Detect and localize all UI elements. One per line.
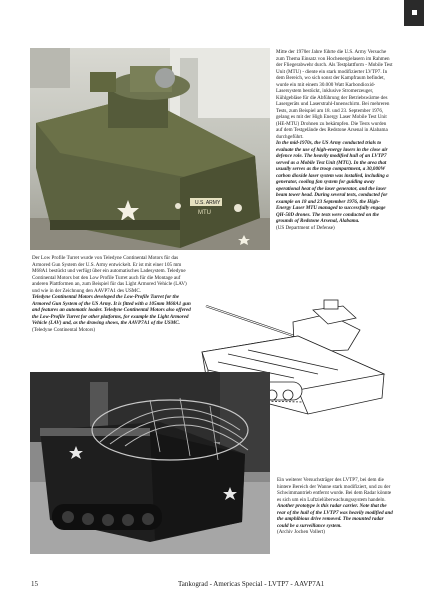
caption-low-profile-turret xyxy=(32,255,192,333)
caption-english: Another prototype is this radar carrier. Note that the rear of the hull of the LVTP7 was heavily modified and the amphibious drive removed. The mounted radar could be a surveillance system. xyxy=(277,503,393,529)
footer-title: Tankograd - Americas Special - LVTP7 - AAVP7A1 xyxy=(178,580,325,588)
caption-german: Ein weiterer Versuchsträger des LVTP7, bei dem die hintere Bereich der Wanne stark modifiziert, und zu der Schwimmantrieb entfernt wurde. Bei dem Radar könnte es sich um ein Luftzielüberwachungssystem handeln. xyxy=(277,477,392,503)
caption-source: (US Department of Defense) xyxy=(276,224,335,231)
svg-text:U.S. ARMY: U.S. ARMY xyxy=(195,200,221,206)
caption-source: (Teledyne Continental Motors) xyxy=(32,326,96,333)
laser-test-vehicle-photo xyxy=(30,48,270,250)
page-number: 15 xyxy=(31,580,38,588)
caption-source: (Archiv Jochen Vollert) xyxy=(277,529,325,535)
caption-german: Mitte der 1970er Jahre führte die U.S. Army Versuche zum Thema Einsatz von Hochenergielasern im Rahmen der Fliegerabwehr durch. Als Testplattform - Mobile Test Unit (MTU) - diente ein stark modifizierter LVTP7. In dem Bereich, wo sich sonst der Kampfraum befindet, wurde ein mit einem 30.000 Watt Karbondioxid-Lasersystem bestückt, inklusive Stromerzeuger, Kühlgebläse für die Abführung der Betriebswärme des Lasergeräts und Laserstrahl-Innenschirm. Bei mehreren Tests, zum Beispiel am 18. und 23. September 1976, gelang es mit der High Energy Laser Mobile Test Unit (HE-MTU) Drohnen zu bekämpfen. Die Tests wurden auf dem Testgelände des Redstone Arsenal in Alabama durchgeführt. xyxy=(276,49,393,140)
svg-text:MTU: MTU xyxy=(198,210,211,216)
radar-carrier-photo xyxy=(30,372,270,554)
caption-english: In the mid-1970s, the US Army conducted trials to evaluate the use of high-energy lasers in the close air defence role. The heavily modified hull of an LVTP7 served as a Mobile Test Unit (MTU). In the area that usually serves as the troop compartment, a 30,000W carbon dioxide laser system was installed, including a generator, cooling fan system for guiding away operational heat of the laser generator, and the laser beam tower head. During several tests, conducted for example on 18 and 23 September 1976, the High-Energy Laser MTU managed to successfully engage QH-50D drones. The tests were conducted on the grounds of Redstone Arsenal, Alabama. xyxy=(276,140,389,224)
caption-laser-test-vehicle xyxy=(276,49,394,231)
caption-english: Teledyne Continental Motors developed the Low-Profile Turret for the Armored Gun System of the US Army. It is fitted with a 105mm M68A1 gun and features an automatic loader. Teledyne Continental Motors also offered the Low-Profile Turret for other platforms, for example the Light Armored Vehicle (LAV) and, as the drawing shows, the AAVP7A1 of the USMC. xyxy=(32,294,191,326)
page-corner-tab xyxy=(404,0,424,26)
caption-radar-carrier xyxy=(277,477,395,536)
caption-german: Der Low Profile Turret wurde von Teledyne Continental Motors für das Armored Gun System der U.S. Army entwickelt. Er ist mit einer 105 mm M68A1 bestückt und verfügt über ein automatisches Ladesystem. Teledyne Continental Motors bot den Low Profile Turret auch für die Montage auf anderen Plattformen an, zum Beispiel für das Light Armored Vehicle (LAV) und wie in der Zeichnung den AAVP7A1 des USMC. xyxy=(32,255,187,294)
